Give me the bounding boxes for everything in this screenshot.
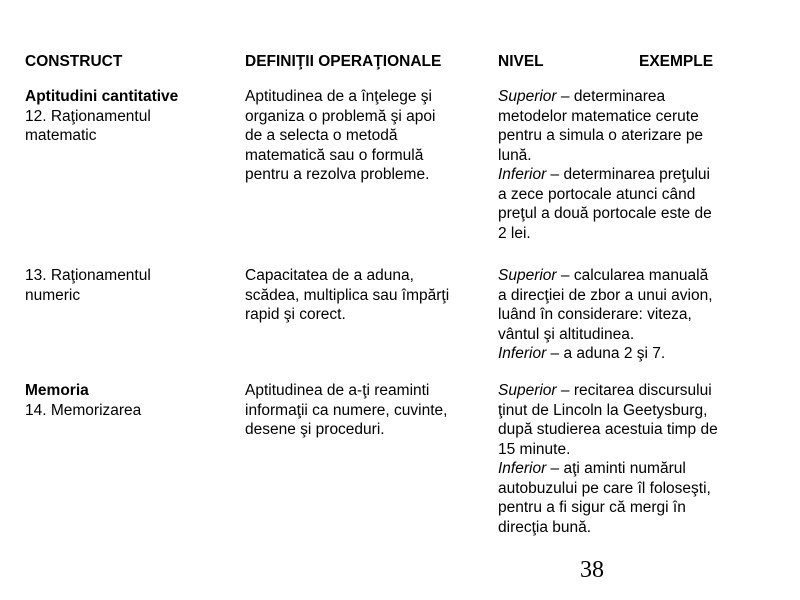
row-2-example-superior [498, 266, 713, 286]
superior-label: Superior [498, 267, 557, 284]
example-text: luând în considerare: viteza, [498, 306, 692, 323]
row-1-construct-line: matematic [25, 127, 97, 144]
example-text: autobuzului pe care îl foloseşti, [498, 479, 711, 497]
row-1-definition [245, 87, 435, 185]
example-text: lună. [498, 146, 532, 164]
row-3-example-superior [498, 381, 718, 401]
row-3-definition-line: informaţii ca numere, cuvinte, [245, 401, 448, 419]
row-3-construct-line: 14. Memorizarea [25, 401, 142, 419]
row-3-definition-line: Aptitudinea de a-ţi reaminti [245, 382, 430, 399]
example-text: – determinarea preţului [546, 166, 710, 183]
example-text: – aţi aminti numărul [546, 460, 686, 477]
row-2-definition-line: rapid şi corect. [245, 306, 346, 323]
row-1-definition-line: pentru a rezolva probleme. [245, 166, 430, 183]
example-text: 15 minute. [498, 440, 571, 458]
row-1-construct [25, 87, 178, 146]
row-1-example-superior [498, 87, 712, 107]
row-2-definition-line: Capacitatea de a aduna, [245, 267, 414, 284]
row-2-construct-line: numeric [25, 286, 81, 304]
row-3-definition [245, 381, 447, 440]
header-definitions: DEFINIŢII OPERAŢIONALE [245, 53, 442, 70]
row-1-definition-line: Aptitudinea de a înţelege şi [245, 88, 432, 105]
header-examples: EXEMPLE [639, 53, 714, 70]
example-text: – a aduna 2 şi 7. [546, 345, 666, 362]
row-2-definition [245, 266, 449, 325]
example-text: direcţia bună. [498, 518, 592, 536]
row-1-definition-line: matematică sau o formulă [245, 146, 424, 164]
example-text: după studierea acestuia timp de [498, 421, 718, 438]
inferior-label: Inferior [498, 460, 547, 477]
row-1-category: Aptitudini cantitative [25, 88, 179, 105]
example-text: a direcţiei de zbor a unui avion, [498, 286, 713, 304]
row-1-definition-line: organiza o problemă şi apoi [245, 107, 436, 125]
header-level: NIVEL [498, 53, 544, 70]
example-text: – determinarea [556, 88, 666, 105]
example-text: 2 lei. [498, 224, 531, 242]
row-1-example-inferior [498, 165, 712, 185]
row-2-construct [25, 266, 151, 305]
row-3-category: Memoria [25, 382, 89, 399]
example-text: preţul a două portocale este de [498, 205, 712, 222]
example-text: ţinut de Lincoln la Geetysburg, [498, 401, 708, 419]
row-2-examples [498, 266, 713, 364]
example-text: pentru a fi sigur că mergi în [498, 499, 686, 516]
example-text: metodelor matematice cerute [498, 107, 699, 125]
row-1-definition-line: de a selecta o metodă [245, 127, 398, 144]
page-number: 38 [580, 557, 604, 583]
example-text: vântul şi altitudinea. [498, 325, 635, 343]
row-2-example-inferior [498, 344, 713, 364]
row-1-examples [498, 87, 712, 243]
row-3-examples [498, 381, 718, 537]
example-text: a zece portocale atunci când [498, 185, 696, 203]
row-3-construct [25, 381, 141, 420]
inferior-label: Inferior [498, 345, 547, 362]
row-3-definition-line: desene şi proceduri. [245, 421, 385, 438]
superior-label: Superior [498, 88, 557, 105]
row-2-construct-line: 13. Raţionamentul [25, 267, 151, 284]
example-text: – recitarea discursului [556, 382, 712, 399]
inferior-label: Inferior [498, 166, 547, 183]
header-construct: CONSTRUCT [25, 53, 123, 70]
example-text: pentru a simula o aterizare pe [498, 127, 704, 144]
row-2-definition-line: scădea, multiplica sau împărţi [245, 286, 450, 304]
example-text: – calcularea manuală [556, 267, 709, 284]
row-1-construct-line: 12. Raţionamentul [25, 107, 151, 125]
row-3-example-inferior [498, 459, 718, 479]
superior-label: Superior [498, 382, 557, 399]
